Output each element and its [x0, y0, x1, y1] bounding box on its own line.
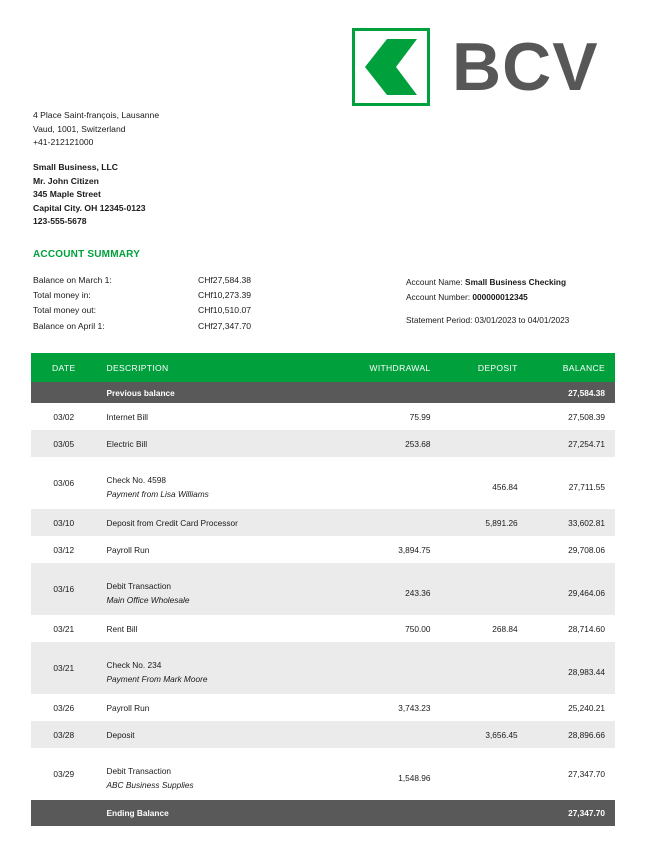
row-description-main: Check No. 234: [106, 660, 162, 670]
customer-address-line: 123-555-5678: [33, 216, 87, 227]
ending-balance-date: [31, 800, 96, 826]
row-withdrawal: [325, 509, 430, 536]
table-row: [31, 403, 615, 430]
row-date: 03/02: [53, 411, 75, 422]
statement-period: Statement Period: 03/01/2023 to 04/01/2023: [406, 315, 570, 325]
account-number-label: Account Number:: [406, 291, 471, 302]
row-description-sub: Payment From Mark Moore: [106, 674, 208, 684]
table-row: [31, 721, 615, 748]
summary-label: Total money in:: [33, 290, 91, 301]
row-balance: 28,896.66: [568, 729, 605, 740]
row-withdrawal: 75.99: [409, 411, 431, 422]
bank-logo: [352, 28, 599, 106]
row-date: 03/10: [53, 517, 75, 528]
row-balance: 29,464.06: [568, 588, 605, 598]
previous-balance-deposit: [431, 382, 518, 403]
ending-balance-row: [31, 800, 615, 826]
bank-address-line: Vaud, 1001, Switzerland: [33, 123, 126, 134]
column-header-withdrawal: WITHDRAWAL: [325, 353, 430, 382]
account-info: [406, 275, 566, 304]
row-description: [96, 536, 325, 563]
summary-row: [33, 303, 251, 318]
summary-value: CHf10,510.07: [198, 305, 252, 316]
row-description-main: Deposit from Credit Card Processor: [106, 517, 238, 528]
summary-label: Balance on March 1:: [33, 275, 112, 285]
row-description-main: Check No. 4598: [106, 475, 166, 485]
account-number-line: [406, 290, 566, 305]
row-withdrawal: 243.36: [405, 588, 431, 598]
ending-balance-label: Ending Balance: [106, 808, 169, 818]
customer-address-line: Small Business, LLC: [33, 162, 119, 172]
account-name-value: Small Business Checking: [465, 277, 567, 287]
row-description: [96, 563, 325, 615]
row-description: [96, 721, 325, 748]
bank-name: BCV: [452, 29, 599, 105]
row-balance: 27,347.70: [568, 769, 605, 779]
summary-row: [33, 273, 251, 288]
row-deposit: 456.84: [492, 482, 518, 492]
row-description-main: Rent Bill: [106, 623, 138, 634]
transactions-body: [31, 382, 615, 826]
row-balance: 28,714.60: [568, 623, 605, 634]
row-balance: 27,508.39: [568, 411, 605, 422]
row-description: [96, 403, 325, 430]
row-balance: 29,708.06: [568, 544, 605, 555]
row-withdrawal: 1,548.96: [398, 773, 431, 783]
row-withdrawal: [325, 457, 430, 509]
previous-balance-amount: 27,584.38: [568, 387, 605, 398]
row-description-sub: Main Office Wholesale: [106, 595, 190, 605]
row-description-main: Electric Bill: [106, 438, 148, 449]
table-row: [31, 457, 615, 509]
account-summary-title: ACCOUNT SUMMARY: [33, 249, 141, 260]
table-row: [31, 430, 615, 457]
previous-balance-label: Previous balance: [106, 387, 175, 398]
column-header-deposit: DEPOSIT: [431, 353, 518, 382]
row-description: [96, 509, 325, 536]
row-deposit: [431, 642, 518, 694]
row-date: 03/28: [53, 729, 75, 740]
ending-balance-withdrawal: [325, 800, 430, 826]
table-row: [31, 642, 615, 694]
account-name-label: Account Name:: [406, 277, 463, 287]
bank-address-line: +41-212121000: [33, 137, 94, 148]
summary-value: CHf10,273.39: [198, 290, 252, 301]
row-deposit: [431, 536, 518, 563]
transactions-table: [31, 353, 615, 826]
row-description: [96, 615, 325, 642]
previous-balance-date: [31, 382, 96, 403]
row-description-main: Payroll Run: [106, 544, 150, 555]
customer-address: [33, 161, 146, 229]
previous-balance-withdrawal: [325, 382, 430, 403]
row-date: 03/16: [53, 584, 75, 594]
account-number-value: 000000012345: [472, 291, 528, 302]
row-date: 03/26: [53, 702, 75, 713]
table-row: [31, 694, 615, 721]
customer-address-line: Mr. John Citizen: [33, 175, 99, 186]
row-description-main: Payroll Run: [106, 702, 150, 713]
row-balance: 28,983.44: [568, 667, 605, 677]
table-row: [31, 536, 615, 563]
summary-row: [33, 319, 251, 334]
customer-address-line: 345 Maple Street: [33, 189, 101, 200]
row-date: 03/21: [53, 623, 75, 634]
row-balance: 33,602.81: [568, 517, 605, 528]
row-balance: 27,254.71: [568, 438, 605, 449]
row-deposit: [431, 563, 518, 615]
summary-label: Balance on April 1:: [33, 320, 105, 331]
row-withdrawal: 253.68: [405, 438, 431, 449]
summary-label: Total money out:: [33, 305, 97, 316]
row-description: [96, 642, 325, 694]
row-description: [96, 457, 325, 509]
row-deposit: [431, 748, 518, 800]
row-deposit: 5,891.26: [485, 517, 518, 528]
table-row: [31, 615, 615, 642]
row-withdrawal: [325, 642, 430, 694]
row-description: [96, 694, 325, 721]
row-description: [96, 430, 325, 457]
row-balance: 27,711.55: [568, 482, 605, 492]
summary-row: [33, 288, 251, 303]
column-header-description: DESCRIPTION: [96, 353, 325, 382]
row-description-main: Deposit: [106, 729, 135, 740]
table-row: [31, 748, 615, 800]
ending-balance-amount: 27,347.70: [568, 808, 605, 818]
row-description-main: Debit Transaction: [106, 581, 172, 591]
customer-address-line: Capital City. OH 12345-0123: [33, 202, 146, 213]
row-deposit: [431, 430, 518, 457]
ending-balance-deposit: [431, 800, 518, 826]
column-header-date: DATE: [31, 353, 96, 382]
row-withdrawal: 750.00: [405, 623, 431, 634]
summary-value: CHf27,584.38: [198, 275, 252, 285]
row-deposit: 268.84: [492, 623, 518, 634]
bcv-chevron-icon: [352, 28, 430, 106]
bank-address: [33, 109, 159, 150]
bank-address-line: 4 Place Saint-françois, Lausanne: [33, 110, 160, 120]
table-header-row: [31, 353, 615, 382]
row-description-sub: ABC Business Supplies: [106, 780, 194, 790]
row-withdrawal: 3,743.23: [398, 702, 431, 713]
row-date: 03/05: [53, 438, 75, 449]
row-date: 03/21: [53, 663, 75, 673]
previous-balance-row: [31, 382, 615, 403]
row-deposit: [431, 403, 518, 430]
row-balance: 25,240.21: [568, 702, 605, 713]
table-row: [31, 563, 615, 615]
row-description-main: Internet Bill: [106, 411, 148, 422]
account-summary-table: [33, 273, 251, 334]
row-withdrawal: [325, 721, 430, 748]
row-description: [96, 748, 325, 800]
table-row: [31, 509, 615, 536]
account-name-line: [406, 275, 566, 290]
row-withdrawal: 3,894.75: [398, 544, 431, 555]
row-description-main: Debit Transaction: [106, 766, 172, 776]
row-date: 03/12: [53, 544, 75, 555]
row-description-sub: Payment from Lisa Williams: [106, 489, 209, 499]
summary-value: CHf27,347.70: [198, 320, 252, 331]
row-deposit: [431, 694, 518, 721]
row-date: 03/29: [53, 769, 75, 779]
column-header-balance: BALANCE: [518, 353, 615, 382]
row-date: 03/06: [53, 478, 75, 488]
row-deposit: 3,656.45: [485, 729, 518, 740]
